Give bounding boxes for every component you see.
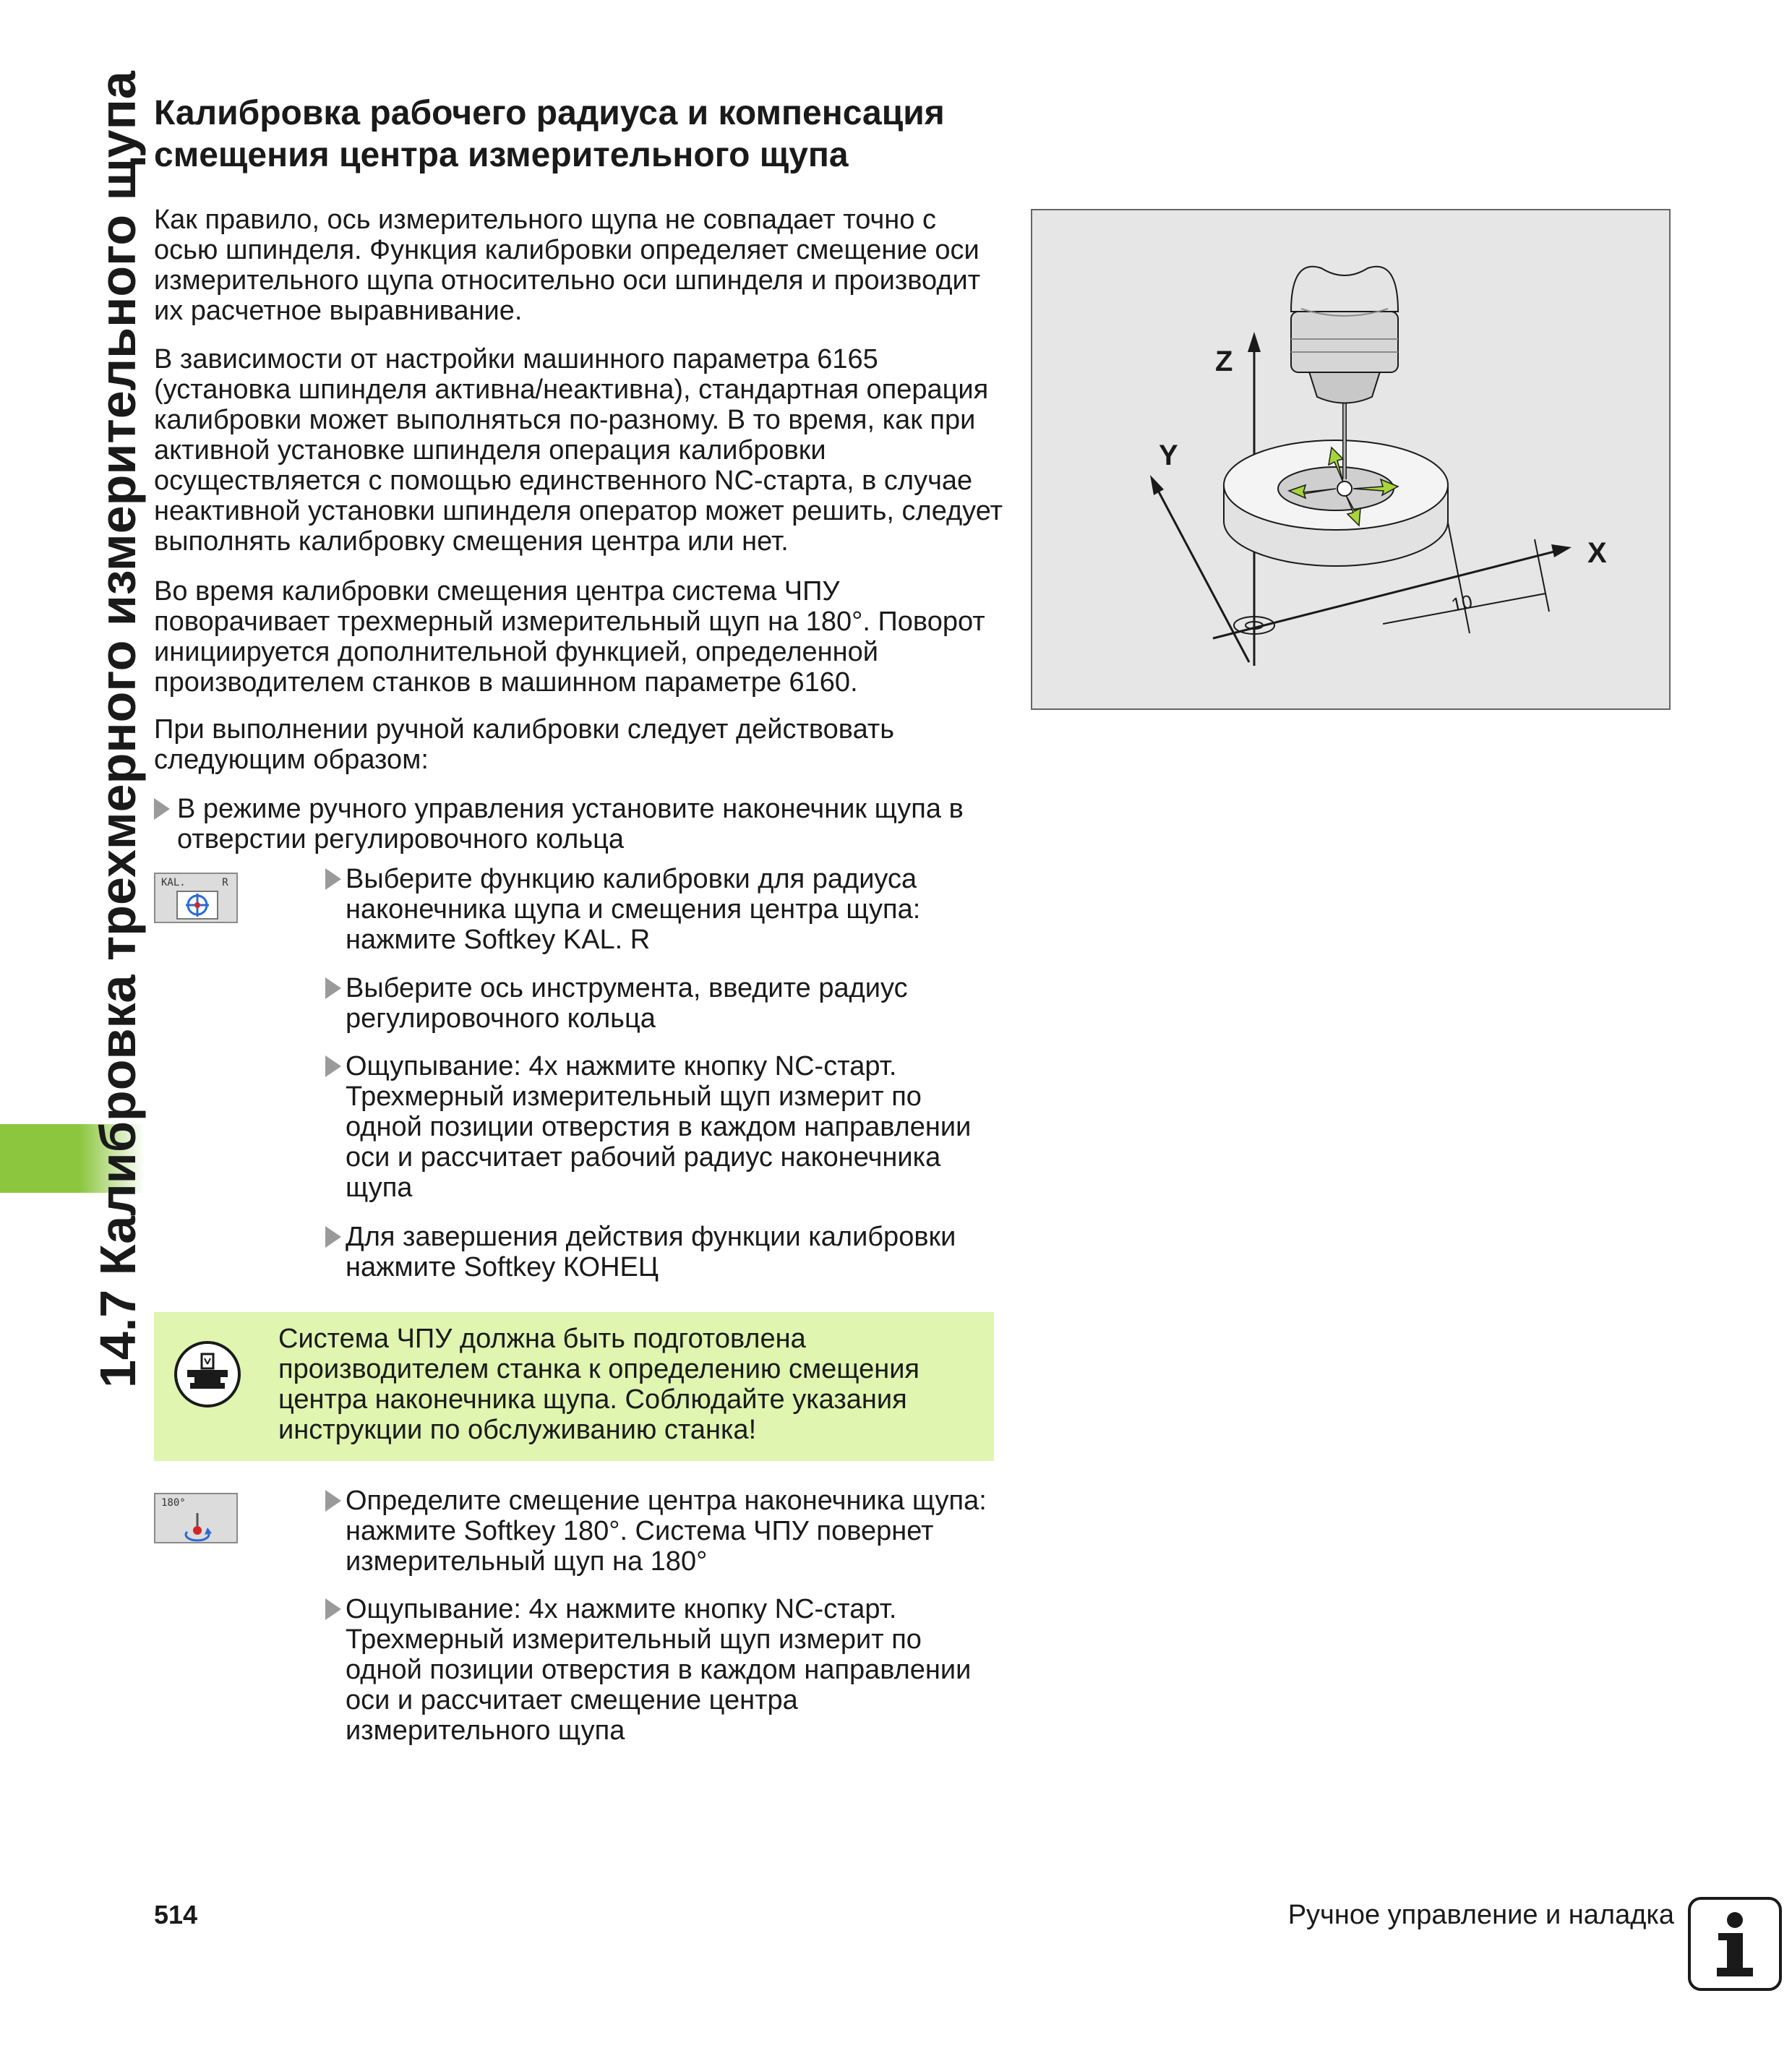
paragraph-parameter-6165: В зависимости от настройки машинного параметра 6165 (установка шпинделя активна/неактивна), стандартная операция калибровки может выполняться по-разному. В то время, как при активной установке шпинделя операция калибровки осуществляется с помощью единственного NC-старта, в случае неактивной установки шпинделя оператор может решить, следует выполнять калибровку смещения центра или нет.	[154, 344, 1003, 557]
probe-ring-diagram	[1032, 210, 1669, 708]
bullet-triangle-icon	[325, 868, 341, 890]
step-text: Ощупывание: 4x нажмите кнопку NC-старт. Трехмерный измерительный щуп измерит по одной позиции отверстия в каждом направлении оси и рассчитает рабочий радиус наконечника щупа	[346, 1051, 972, 1203]
step-select-calibration	[325, 864, 998, 955]
machine-note-box	[154, 1312, 994, 1461]
axis-z-label: Z	[1215, 346, 1233, 377]
page-number: 514	[154, 1900, 198, 1929]
softkey-label: 180°	[161, 1497, 186, 1509]
step-center-offset	[325, 1486, 998, 1577]
step-select-axis	[325, 973, 998, 1034]
bullet-insert-stylus	[154, 794, 1003, 854]
note-text: Система ЧПУ должна быть подготовлена производителем станка к определению смещения центра наконечника щупа. Соблюдайте указания инструкции по обслуживанию станка!	[278, 1324, 920, 1445]
y-axis-arrow	[1150, 475, 1164, 495]
step-text: Выберите ось инструмента, введите радиус регулировочного кольца	[346, 973, 908, 1034]
bullet-triangle-icon	[325, 1226, 341, 1248]
paragraph-procedure-intro: При выполнении ручной калибровки следует действовать следующим образом:	[154, 714, 895, 775]
step-probing-offset	[325, 1594, 998, 1746]
x-axis-arrow	[1551, 544, 1572, 557]
crosshair-icon	[155, 874, 239, 925]
bullet-triangle-icon	[154, 798, 170, 820]
probe-head-cone	[1308, 369, 1381, 403]
bullet-triangle-icon	[325, 1598, 341, 1620]
dimension-label: 10	[1449, 590, 1475, 616]
paragraph-rotation: Во время калибровки смещения центра система ЧПУ поворачивает трехмерный измерительный щуп на 180°. Поворот инициируется дополнительной функцией, определенной производителем станков в машинном параметре 6160.	[154, 576, 985, 698]
info-icon[interactable]	[1688, 1897, 1782, 1991]
stylus-tip	[1337, 481, 1352, 496]
step-text: Определите смещение центра наконечника щупа: нажмите Softkey 180°. Система ЧПУ повернет измерительный щуп на 180°	[346, 1486, 987, 1577]
probe-head-body	[1291, 312, 1398, 372]
axis-y-label: Y	[1159, 440, 1178, 471]
step-text: Выберите функцию калибровки для радиуса наконечника щупа и смещения центра щупа: нажмите Softkey KAL. R	[346, 864, 921, 955]
probe-head-top	[1291, 267, 1398, 312]
softkey-label: KAL. R	[161, 877, 228, 888]
softkey-180[interactable]	[154, 1493, 238, 1543]
bullet-triangle-icon	[325, 977, 341, 999]
step-finish	[325, 1222, 998, 1282]
x-axis-line	[1213, 550, 1560, 638]
chapter-side-title: 14.7 Калибровка трехмерного измерительного щупа	[90, 71, 146, 1388]
bullet-triangle-icon	[325, 1055, 341, 1077]
probe-calibration-figure	[1031, 209, 1671, 710]
info-glyph	[1691, 1900, 1779, 1988]
machine-note-icon	[173, 1340, 242, 1409]
footer-chapter-title: Ручное управление и наладка	[1287, 1900, 1674, 1930]
step-text: Для завершения действия функции калибровки нажмите Softkey КОНЕЦ	[346, 1222, 956, 1282]
bullet-triangle-icon	[325, 1490, 341, 1512]
softkey-kal-r[interactable]	[154, 873, 238, 923]
step-text: Ощупывание: 4x нажмите кнопку NC-старт. Трехмерный измерительный щуп измерит по одной позиции отверстия в каждом направлении оси и рассчитает смещение центра измерительного щупа	[346, 1594, 972, 1746]
step-probing-radius	[325, 1051, 998, 1203]
rotate-icon	[155, 1494, 239, 1545]
bullet-text: В режиме ручного управления установите наконечник щупа в отверстии регулировочного кольца	[177, 794, 964, 854]
axis-x-label: X	[1587, 537, 1607, 569]
z-axis-arrow	[1248, 332, 1261, 352]
section-heading: Калибровка рабочего радиуса и компенсация смещения центра измерительного щупа	[154, 94, 945, 174]
paragraph-intro: Как правило, ось измерительного щупа не совпадает точно с осью шпинделя. Функция калибровки определяет смещение оси измерительного щупа относительно оси шпинделя и производит их расчетное выравнивание.	[154, 205, 981, 326]
